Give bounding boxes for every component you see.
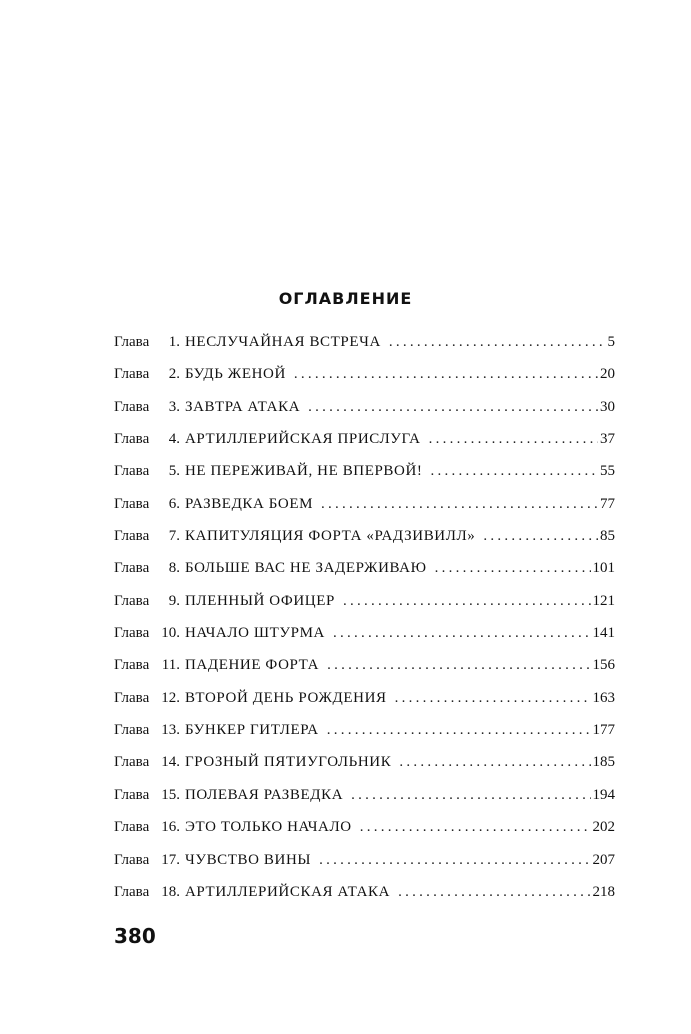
toc-dot-leader [319, 852, 590, 869]
toc-page-number: 77 [600, 495, 615, 512]
toc-dot-leader [327, 722, 591, 739]
toc-chapter-title: НЕ ПЕРЕЖИВАЙ, НЕ ВПЕРВОЙ! [185, 463, 423, 480]
toc-page-number: 141 [592, 625, 615, 642]
toc-chapter-title: БОЛЬШЕ ВАС НЕ ЗАДЕРЖИВАЮ [185, 560, 427, 577]
toc-entry [114, 819, 615, 851]
toc-dot-leader [308, 399, 598, 416]
toc-entry [114, 690, 615, 722]
toc-chapter-number: 4. [168, 431, 180, 448]
toc-chapter-title: ПЛЕННЫЙ ОФИЦЕР [185, 592, 335, 609]
toc-entry [114, 625, 615, 657]
toc-page-number: 163 [592, 689, 615, 706]
toc-chapter-number: 17. [161, 851, 180, 868]
toc-page-number: 5 [607, 334, 615, 350]
toc-chapter-number: 16. [161, 819, 180, 836]
toc-page-number: 202 [592, 819, 615, 836]
toc-entry [114, 399, 615, 431]
toc-dot-leader [429, 431, 598, 448]
toc-entry [114, 884, 615, 916]
toc-entry [114, 722, 615, 754]
toc-chapter-label: Глава [114, 851, 150, 868]
toc-chapter-number: 14. [161, 754, 180, 771]
toc-page-number: 121 [592, 592, 615, 609]
toc-chapter-label: Глава [114, 398, 150, 415]
toc-page-number: 55 [600, 463, 615, 480]
toc-chapter-number: 15. [161, 786, 180, 803]
toc-chapter-label: Глава [114, 819, 150, 836]
toc-chapter-title: ЭТО ТОЛЬКО НАЧАЛО [185, 819, 352, 836]
page-number: 380 [114, 924, 156, 948]
toc-chapter-title: АРТИЛЛЕРИЙСКАЯ АТАКА [185, 883, 391, 900]
toc-entry [114, 463, 615, 495]
toc-chapter-title: НАЧАЛО ШТУРМА [185, 625, 325, 642]
toc-chapter-label: Глава [114, 722, 150, 739]
toc-dot-leader [435, 560, 591, 577]
toc-chapter-title: НЕСЛУЧАЙНАЯ ВСТРЕЧА [185, 334, 381, 350]
toc-entry [114, 496, 615, 528]
toc-chapter-number: 13. [161, 722, 180, 739]
toc-chapter-title: ЧУВСТВО ВИНЫ [185, 851, 312, 868]
toc-dot-leader [321, 496, 598, 513]
toc-entry [114, 754, 615, 786]
toc-chapter-number: 7. [168, 528, 180, 545]
toc-entry [114, 852, 615, 884]
toc-page-number: 177 [592, 722, 615, 739]
toc-chapter-number: 5. [168, 463, 180, 480]
toc-chapter-label: Глава [114, 657, 150, 674]
toc-chapter-title: КАПИТУЛЯЦИЯ ФОРТА «РАДЗИВИЛЛ» [185, 528, 476, 545]
toc-chapter-number: 18. [161, 883, 180, 900]
toc-dot-leader [398, 884, 590, 901]
toc-chapter-title: АРТИЛЛЕРИЙСКАЯ ПРИСЛУГА [185, 431, 421, 448]
toc-page-number: 20 [600, 366, 615, 383]
toc-chapter-label: Глава [114, 334, 150, 350]
toc-entry [114, 366, 615, 398]
toc-dot-leader [360, 819, 591, 836]
toc-chapter-number: 12. [161, 689, 180, 706]
toc-chapter-label: Глава [114, 883, 150, 900]
toc-page-number: 185 [592, 754, 615, 771]
toc-chapter-number: 8. [168, 560, 180, 577]
toc-chapter-title: БУНКЕР ГИТЛЕРА [185, 722, 319, 739]
toc-dot-leader [294, 366, 598, 383]
toc-dot-leader [399, 754, 590, 771]
toc-chapter-title: ВТОРОЙ ДЕНЬ РОЖДЕНИЯ [185, 689, 387, 706]
toc-chapter-label: Глава [114, 366, 150, 383]
toc-page-number: 207 [592, 851, 615, 868]
toc-page-number: 85 [600, 528, 615, 545]
toc-entry [114, 657, 615, 689]
toc-chapter-number: 2. [168, 366, 180, 383]
toc-dot-leader [389, 334, 606, 351]
toc-dot-leader [351, 787, 590, 804]
toc-chapter-label: Глава [114, 463, 150, 480]
toc-entry [114, 787, 615, 819]
toc-chapter-label: Глава [114, 625, 150, 642]
toc-chapter-number: 6. [168, 495, 180, 512]
toc-dot-leader [431, 463, 599, 480]
toc-chapter-label: Глава [114, 689, 150, 706]
toc-entry [114, 334, 615, 366]
toc-chapter-title: ГРОЗНЫЙ ПЯТИУГОЛЬНИК [185, 754, 392, 771]
toc-chapter-number: 1. [168, 334, 180, 350]
toc-chapter-label: Глава [114, 560, 150, 577]
toc-chapter-label: Глава [114, 754, 150, 771]
toc-chapter-number: 11. [161, 657, 180, 674]
toc-chapter-title: ЗАВТРА АТАКА [185, 398, 301, 415]
toc-entry [114, 431, 615, 463]
toc-dot-leader [483, 528, 598, 545]
toc-entry [114, 593, 615, 625]
toc-page-number: 30 [600, 398, 615, 415]
toc-chapter-label: Глава [114, 592, 150, 609]
toc-chapter-title: ПАДЕНИЕ ФОРТА [185, 657, 320, 674]
toc-entry [114, 528, 615, 560]
toc-page-number: 156 [592, 657, 615, 674]
toc-chapter-number: 9. [168, 592, 180, 609]
toc-chapter-label: Глава [114, 528, 150, 545]
toc-page-number: 194 [592, 786, 615, 803]
toc-chapter-number: 10. [161, 625, 180, 642]
toc-chapter-label: Глава [114, 786, 150, 803]
toc-title: ОГЛАВЛЕНИЕ [278, 289, 413, 308]
toc-chapter-label: Глава [114, 431, 150, 448]
toc-dot-leader [327, 657, 590, 674]
toc-chapter-title: БУДЬ ЖЕНОЙ [185, 366, 286, 383]
toc-chapter-title: РАЗВЕДКА БОЕМ [185, 495, 314, 512]
toc-page-number: 101 [592, 560, 615, 577]
toc-entry [114, 560, 615, 592]
toc-dot-leader [343, 593, 591, 610]
toc-dot-leader [395, 690, 591, 707]
toc-page-number: 37 [600, 431, 615, 448]
toc-page-number: 218 [592, 883, 615, 900]
toc-chapter-number: 3. [168, 398, 180, 415]
toc-chapter-label: Глава [114, 495, 150, 512]
toc-list [114, 334, 615, 916]
toc-chapter-title: ПОЛЕВАЯ РАЗВЕДКА [185, 786, 344, 803]
toc-dot-leader [333, 625, 591, 642]
